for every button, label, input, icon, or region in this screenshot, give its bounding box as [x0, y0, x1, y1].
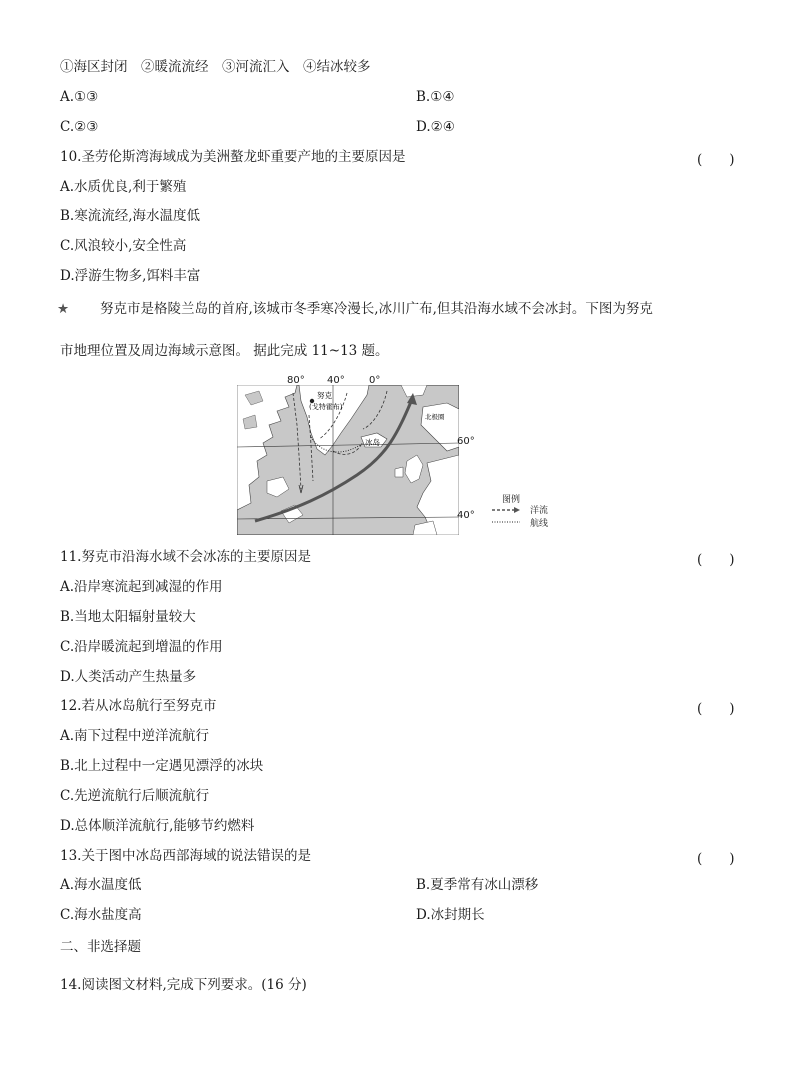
map-lat-40: 40° [457, 510, 475, 521]
map-city-name: 努克 [317, 391, 332, 400]
legend-current-arrow [514, 507, 520, 513]
map-legend [490, 492, 570, 532]
q11-answer-bracket: ( ) [697, 552, 735, 568]
q10-option-c[interactable]: C.风浪较小,安全性高 [60, 238, 187, 254]
q13-option-b[interactable]: B.夏季常有冰山漂移 [416, 877, 539, 893]
intro-line-2: 市地理位置及周边海域示意图。 据此完成 11~13 题。 [60, 343, 389, 359]
legend-title: 图例 [502, 495, 521, 505]
q10-option-a[interactable]: A.水质优良,利于繁殖 [60, 179, 187, 195]
q12-option-c[interactable]: C.先逆流航行后顺流航行 [60, 788, 210, 804]
legend-route-label: 航线 [530, 519, 549, 529]
q9-option-c[interactable]: C.②③ [60, 119, 99, 135]
map-arctic-circle-label: 北极圈 [425, 413, 445, 421]
q12-stem: 12.若从冰岛航行至努克市 [60, 698, 217, 714]
q10-stem: 10.圣劳伦斯湾海域成为美洲螯龙虾重要产地的主要原因是 [60, 149, 406, 165]
q11-stem: 11.努克市沿海水域不会冰冻的主要原因是 [60, 549, 311, 565]
map-lon-80: 80° [287, 375, 305, 386]
map-city-alt-name: (戈特霍布) [309, 403, 343, 411]
q14-stem: 14.阅读图文材料,完成下列要求。(16 分) [60, 977, 307, 993]
q13-stem: 13.关于图中冰岛西部海域的说法错误的是 [60, 848, 311, 864]
map-lat-60: 60° [457, 436, 475, 447]
map-lon-0: 0° [369, 375, 381, 386]
q12-option-d[interactable]: D.总体顺洋流航行,能够节约燃料 [60, 818, 255, 834]
q13-option-a[interactable]: A.海水温度低 [60, 877, 142, 893]
q10-option-d[interactable]: D.浮游生物多,饵料丰富 [60, 268, 201, 284]
q9-option-d[interactable]: D.②④ [416, 119, 455, 135]
q13-option-d[interactable]: D.冰封期长 [416, 907, 485, 923]
q9-option-a[interactable]: A.①③ [60, 89, 99, 105]
q9-option-b[interactable]: B.①④ [416, 89, 455, 105]
q11-option-b[interactable]: B.当地太阳辐射量较大 [60, 609, 196, 625]
map-lon-40: 40° [327, 375, 345, 386]
map-iceland-label: 冰岛 [365, 438, 380, 447]
legend-current-label: 洋流 [530, 506, 549, 516]
q13-answer-bracket: ( ) [697, 851, 735, 867]
intro-line-1: 努克市是格陵兰岛的首府,该城市冬季寒冷漫长,冰川广布,但其沿海水域不会冰封。下图为努克 [100, 301, 653, 317]
q12-option-a[interactable]: A.南下过程中逆洋流航行 [60, 728, 210, 744]
q11-option-d[interactable]: D.人类活动产生热量多 [60, 669, 197, 685]
q10-option-b[interactable]: B.寒流流经,海水温度低 [60, 208, 201, 224]
q11-option-a[interactable]: A.沿岸寒流起到减湿的作用 [60, 579, 223, 595]
q13-option-c[interactable]: C.海水盐度高 [60, 907, 142, 923]
section-heading: 二、非选择题 [60, 939, 141, 955]
q12-option-b[interactable]: B.北上过程中一定遇见漂浮的冰块 [60, 758, 264, 774]
q9-statement-options: ①海区封闭 ②暖流流经 ③河流汇入 ④结冰较多 [60, 59, 371, 75]
q10-answer-bracket: ( ) [697, 152, 735, 168]
q11-option-c[interactable]: C.沿岸暖流起到增温的作用 [60, 639, 223, 655]
north-atlantic-map [237, 375, 475, 535]
q12-answer-bracket: ( ) [697, 701, 735, 717]
star-icon: ★ [57, 301, 70, 317]
